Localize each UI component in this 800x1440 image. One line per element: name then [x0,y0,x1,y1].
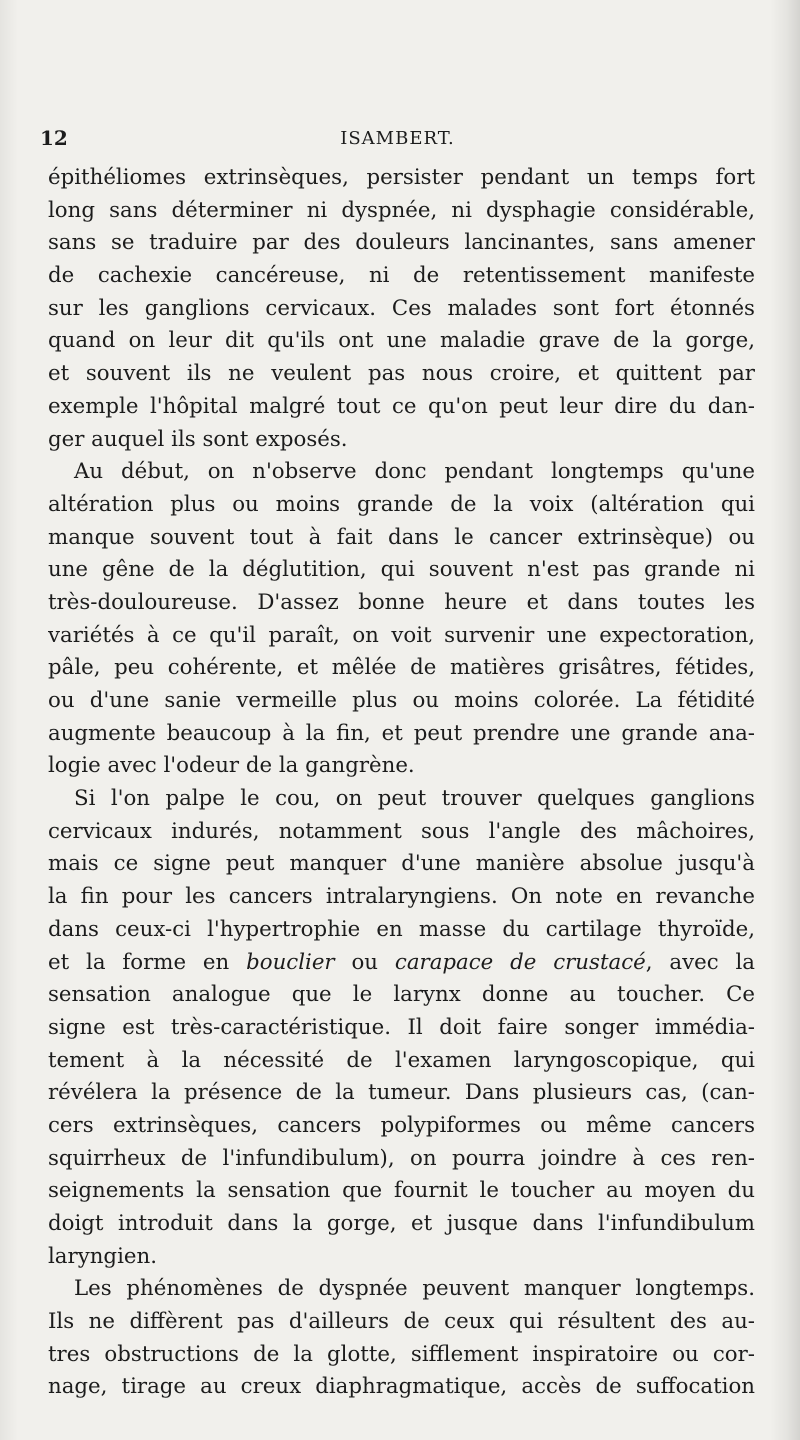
text-fragment: , avec la [645,949,755,975]
text-line: ou d'une sanie vermeille plus ou moins colorée. La fétidité [48,688,755,713]
page-number: 12 [40,126,68,150]
text-line: nage, tirage au creux diaphragmatique, accès de suffocation [48,1374,755,1400]
text-line: doigt introduit dans la gorge, et jusque dans l'infundibulum [48,1211,755,1236]
text-line: manque souvent tout à fait dans le cancer extrinsèque) ou [48,524,755,550]
text-line: sur les ganglions cervicaux. Ces malades sont fort étonnés [48,295,755,321]
text-line: cers extrinsèques, cancers polypiformes ou même cancers [48,1112,755,1138]
text-line: Ils ne diffèrent pas d'ailleurs de ceux qui résultent des au- [48,1309,755,1335]
text-fragment: ou [334,949,395,975]
page-header [40,126,755,156]
text-line: exemple l'hôpital malgré tout ce qu'on peut leur dire du dan- [48,393,755,419]
text-line: une gêne de la déglutition, qui souvent n'est pas grande ni [48,557,755,583]
text-line: cervicaux indurés, notamment sous l'angle des mâchoires, [48,818,755,844]
text-line: quand on leur dit qu'ils ont une maladie grave de la gorge, [48,328,755,354]
text-line: Les phénomènes de dyspnée peuvent manquer longtemps. [74,1276,755,1302]
text-line: épithéliomes extrinsèques, persister pendant un temps fort [48,165,755,190]
text-line [48,947,755,980]
text-line: très-douloureuse. D'assez bonne heure et dans toutes les [48,589,755,615]
body-text [48,162,755,1404]
text-line: seignements la sensation que fournit le toucher au moyen du [48,1178,755,1204]
text-line: Si l'on palpe le cou, on peut trouver quelques ganglions [74,786,755,812]
text-line: variétés à ce qu'il paraît, on voit survenir une expectoration, [48,622,755,648]
text-line: révélera la présence de la tumeur. Dans plusieurs cas, (can- [48,1080,755,1106]
page-gutter-shadow [0,0,18,1440]
text-line: Au début, on n'observe donc pendant longtemps qu'une [74,459,755,485]
text-line: et souvent ils ne veulent pas nous croire, et quittent par [48,361,755,387]
text-line: ger auquel ils sont exposés. [48,426,348,452]
text-line: laryngien. [48,1243,157,1269]
text-line: augmente beaucoup à la fin, et peut prendre une grande ana- [48,720,755,746]
page-edge-shadow [770,0,800,1440]
text-line: de cachexie cancéreuse, ni de retentissement manifeste [48,263,755,289]
text-line: tres obstructions de la glotte, sifflement inspiratoire ou cor- [48,1341,755,1367]
text-line: sensation analogue que le larynx donne au toucher. Ce [48,982,755,1008]
text-line: logie avec l'odeur de la gangrène. [48,753,415,779]
text-line: long sans déterminer ni dyspnée, ni dysphagie considérable, [48,197,755,223]
running-head: ISAMBERT. [340,128,455,149]
italic-phrase: carapace de crustacé [394,949,646,975]
text-line: sans se traduire par des douleurs lancinantes, sans amener [48,230,755,256]
italic-phrase: bouclier [246,949,335,975]
text-line: mais ce signe peut manquer d'une manière absolue jusqu'à [48,851,755,877]
text-line: dans ceux-ci l'hypertrophie en masse du cartilage thyroïde, [48,916,755,942]
text-line: pâle, peu cohérente, et mêlée de matières grisâtres, fétides, [48,655,755,681]
text-line: tement à la nécessité de l'examen laryngoscopique, qui [48,1047,755,1073]
text-line: altération plus ou moins grande de la voix (altération qui [48,491,755,517]
text-line: la fin pour les cancers intralaryngiens. On note en revanche [48,884,755,910]
text-line: signe est très-caractéristique. Il doit faire songer immédia- [48,1014,755,1040]
text-fragment: et la forme en [48,949,247,975]
text-line: squirrheux de l'infundibulum), on pourra joindre à ces ren- [48,1145,755,1171]
